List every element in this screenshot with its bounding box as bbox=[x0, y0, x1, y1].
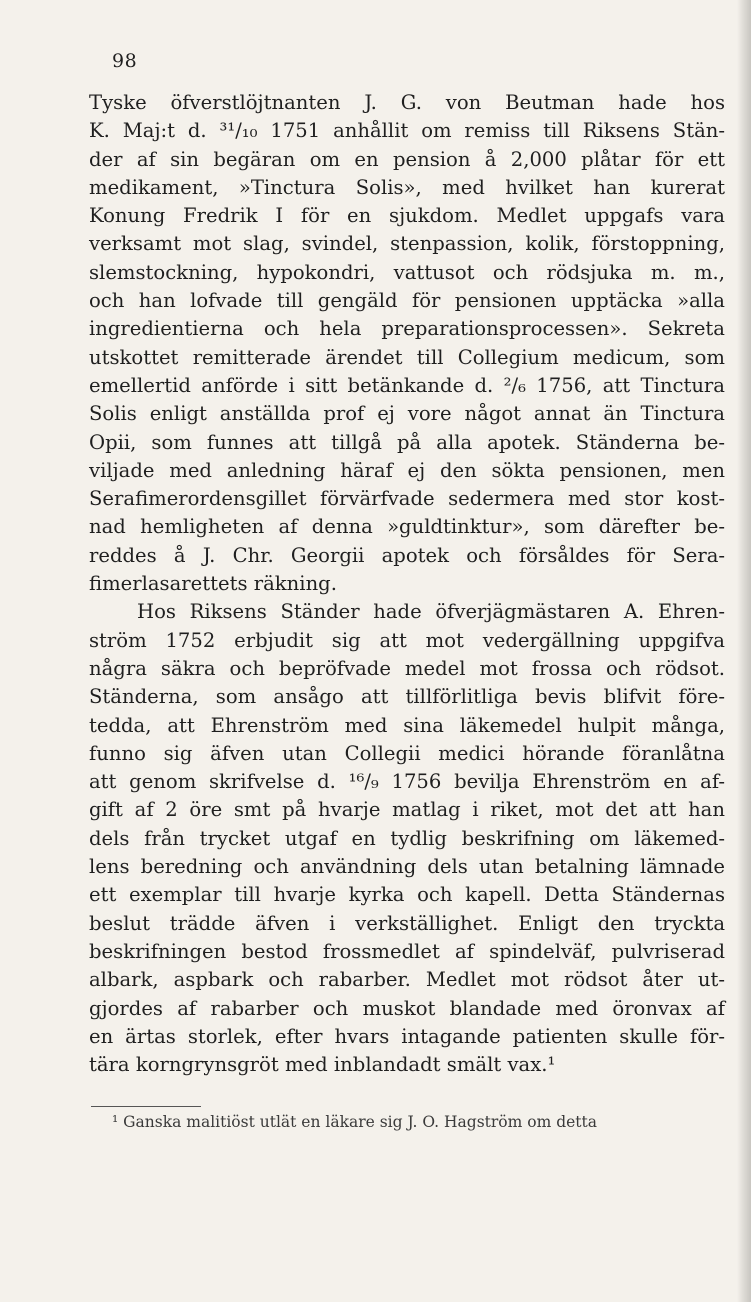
text-line: gift af 2 öre smt på hvarje matlag i riket, mot det att han bbox=[89, 798, 725, 822]
page-edge-shadow bbox=[737, 0, 751, 1302]
text-line: tära korngrynsgröt med inblandadt smält vax.¹ bbox=[89, 1053, 556, 1077]
text-line: ett exemplar till hvarje kyrka och kapell. Detta Ständernas bbox=[89, 883, 725, 907]
text-line: medikament, »Tinctura Solis», med hvilket han kurerat bbox=[89, 175, 725, 199]
text-line: tedda, att Ehrenström med sina läkemedel hulpit många, bbox=[89, 713, 725, 737]
text-line: beskrifningen bestod frossmedlet af spindelväf, pulvriserad bbox=[89, 939, 725, 963]
footnote: ¹ Ganska malitiöst utlät en läkare sig J. O. Hagström om detta bbox=[112, 1113, 597, 1131]
text-line: lens beredning och användning dels utan betalning lämnade bbox=[89, 855, 725, 879]
text-line: dels från trycket utgaf en tydlig beskrifning om läkemed- bbox=[89, 826, 725, 850]
footnote-divider bbox=[91, 1106, 201, 1107]
text-line: reddes å J. Chr. Georgii apotek och försåldes för Sera- bbox=[89, 543, 725, 567]
text-line: emellertid anförde i sitt betänkande d. ²/₆ 1756, att Tinctura bbox=[89, 373, 725, 397]
text-line: att genom skrifvelse d. ¹⁶/₉ 1756 bevilja Ehrenström en af- bbox=[89, 770, 725, 794]
text-line: verksamt mot slag, svindel, stenpassion, kolik, förstoppning, bbox=[89, 232, 725, 256]
text-line: ström 1752 erbjudit sig att mot vedergällning uppgifva bbox=[89, 628, 725, 652]
body-text bbox=[89, 89, 725, 1079]
text-line: Solis enligt anställda prof ej vore något annat än Tinctura bbox=[89, 402, 725, 426]
text-line: funno sig äfven utan Collegii medici hörande föranlåtna bbox=[89, 741, 725, 765]
text-line: några säkra och bepröfvade medel mot frossa och rödsot. bbox=[89, 656, 725, 680]
text-line: Ständerna, som ansågo att tillförlitliga bevis blifvit före- bbox=[89, 685, 725, 709]
text-line: albark, aspbark och rabarber. Medlet mot rödsot åter ut- bbox=[89, 968, 725, 992]
text-line: fimerlasarettets räkning. bbox=[89, 572, 337, 596]
text-line: viljade med anledning häraf ej den sökta pensionen, men bbox=[89, 458, 725, 482]
text-line: beslut trädde äfven i verkställighet. Enligt den tryckta bbox=[89, 911, 725, 935]
text-line: Tyske öfverstlöjtnanten J. G. von Beutman hade hos bbox=[89, 91, 725, 114]
text-line: Serafimerordensgillet förvärfvade sedermera med stor kost- bbox=[89, 487, 725, 511]
text-line: ingredientierna och hela preparationsprocessen». Sekreta bbox=[89, 317, 725, 341]
text-line: nad hemligheten af denna »guldtinktur», som därefter be- bbox=[89, 515, 725, 539]
text-line: Konung Fredrik I för en sjukdom. Medlet uppgafs vara bbox=[89, 204, 725, 228]
text-line: gjordes af rabarber och muskot blandade med öronvax af bbox=[89, 996, 725, 1020]
text-line: Opii, som funnes att tillgå på alla apotek. Ständerna be- bbox=[89, 430, 725, 454]
text-line: Hos Riksens Ständer hade öfverjägmästaren A. Ehren- bbox=[137, 600, 725, 624]
text-line: en ärtas storlek, efter hvars intagande patienten skulle för- bbox=[89, 1024, 725, 1048]
text-line: K. Maj:t d. ³¹/₁₀ 1751 anhållit om remiss till Riksens Stän- bbox=[89, 119, 725, 143]
page-number: 98 bbox=[112, 50, 138, 72]
text-line: och han lofvade till gengäld för pensionen upptäcka »alla bbox=[89, 289, 725, 313]
text-line: slemstockning, hypokondri, vattusot och rödsjuka m. m., bbox=[89, 260, 725, 284]
text-line: der af sin begäran om en pension å 2,000 plåtar för ett bbox=[89, 147, 725, 171]
text-line: utskottet remitterade ärendet till Collegium medicum, som bbox=[89, 345, 725, 369]
